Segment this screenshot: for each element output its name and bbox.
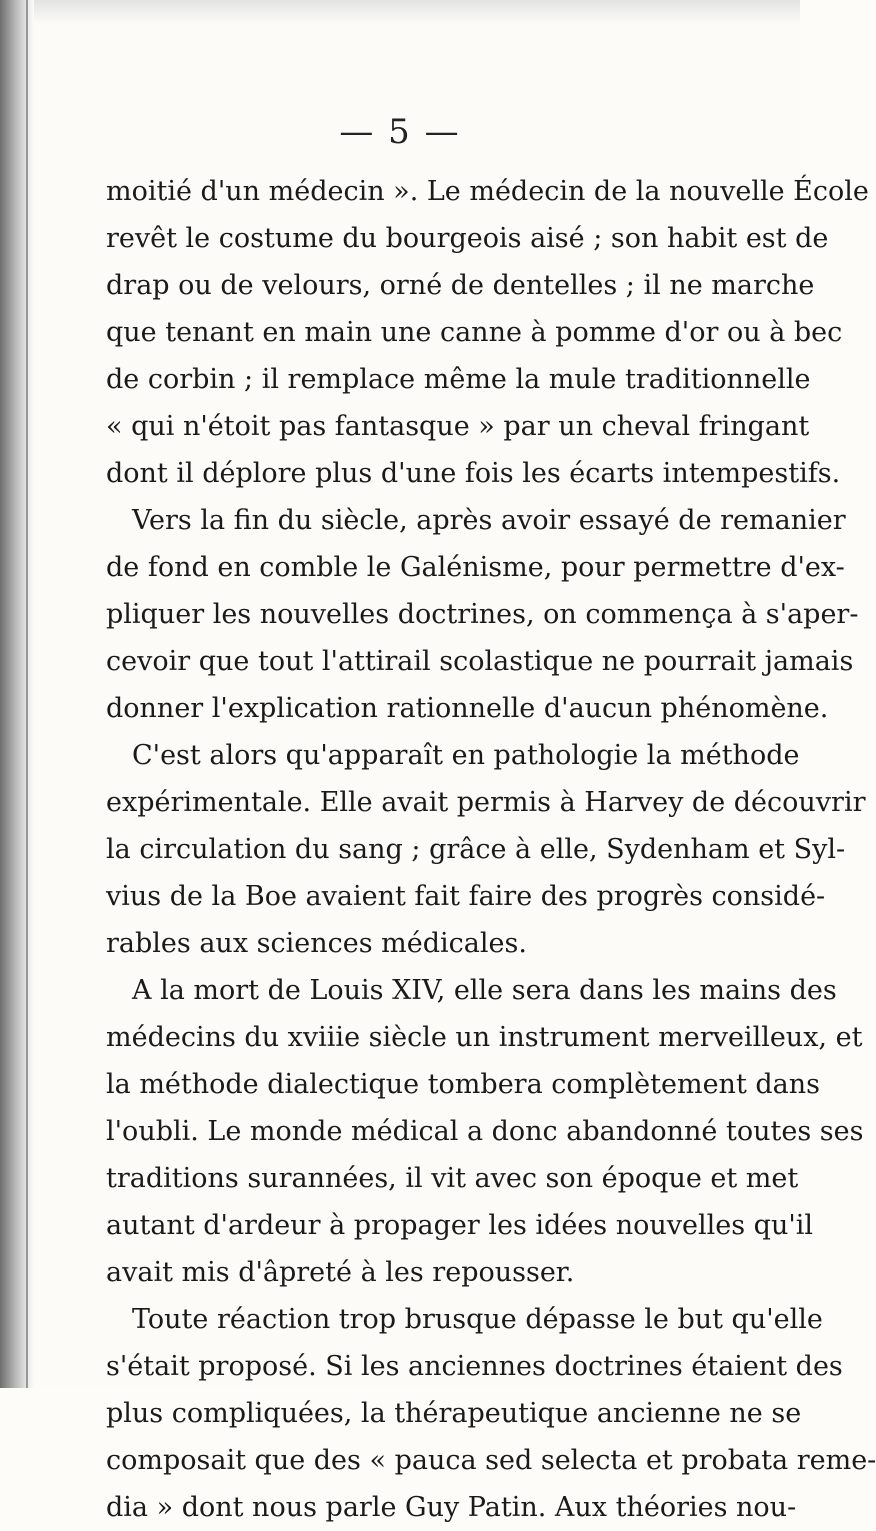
text-line: de corbin ; il remplace même la mule traditionnelle [106, 364, 811, 395]
text-line: s'était proposé. Si les anciennes doctrines étaient des [106, 1351, 843, 1382]
text-line: traditions surannées, il vit avec son époque et met [106, 1163, 799, 1194]
page-number: — 5 — [339, 112, 461, 152]
text-line: l'oubli. Le monde médical a donc abandonné toutes ses [106, 1116, 864, 1147]
text-line: dia » dont nous parle Guy Patin. Aux théories nou- [106, 1492, 797, 1523]
text-line: expérimentale. Elle avait permis à Harvey de découvrir [106, 787, 866, 818]
text-line: dont il déplore plus d'une fois les écarts intempestifs. [106, 458, 841, 489]
text-line: médecins du xviiie siècle un instrument merveilleux, et [106, 1022, 863, 1053]
text-line: avait mis d'âpreté à les repousser. [106, 1257, 575, 1288]
body-text [106, 168, 876, 1531]
paragraph-start-line: C'est alors qu'apparaît en pathologie la méthode [132, 740, 800, 771]
text-line: moitié d'un médecin ». Le médecin de la nouvelle École [106, 176, 869, 207]
text-line: plus compliquées, la thérapeutique ancienne ne se [106, 1398, 802, 1429]
text-line: vius de la Boe avaient fait faire des progrès considé- [106, 881, 826, 912]
page-edge-shade [34, 0, 800, 24]
text-line: composait que des « pauca sed selecta et probata reme- [106, 1445, 876, 1476]
text-line: donner l'explication rationnelle d'aucun phénomène. [106, 693, 829, 724]
text-line: de fond en comble le Galénisme, pour permettre d'ex- [106, 552, 845, 583]
text-line: drap ou de velours, orné de dentelles ; il ne marche [106, 270, 815, 301]
paragraph-start-line: Vers la fin du siècle, après avoir essayé de remanier [132, 505, 846, 536]
text-line: la méthode dialectique tombera complètement dans [106, 1069, 820, 1100]
text-line: pliquer les nouvelles doctrines, on commença à s'aper- [106, 599, 859, 630]
binding-shadow [0, 0, 34, 1388]
text-line: rables aux sciences médicales. [106, 928, 527, 959]
text-line: la circulation du sang ; grâce à elle, Sydenham et Syl- [106, 834, 846, 865]
text-line: revêt le costume du bourgeois aisé ; son habit est de [106, 223, 829, 254]
text-line: autant d'ardeur à propager les idées nouvelles qu'il [106, 1210, 814, 1241]
text-line: que tenant en main une canne à pomme d'or ou à bec [106, 317, 843, 348]
text-line: cevoir que tout l'attirail scolastique ne pourrait jamais [106, 646, 854, 677]
text-line: « qui n'étoit pas fantasque » par un cheval fringant [106, 411, 810, 442]
paragraph-start-line: A la mort de Louis XIV, elle sera dans les mains des [132, 975, 837, 1006]
binding-edge [26, 0, 28, 1388]
paragraph-start-line: Toute réaction trop brusque dépasse le but qu'elle [132, 1304, 823, 1335]
